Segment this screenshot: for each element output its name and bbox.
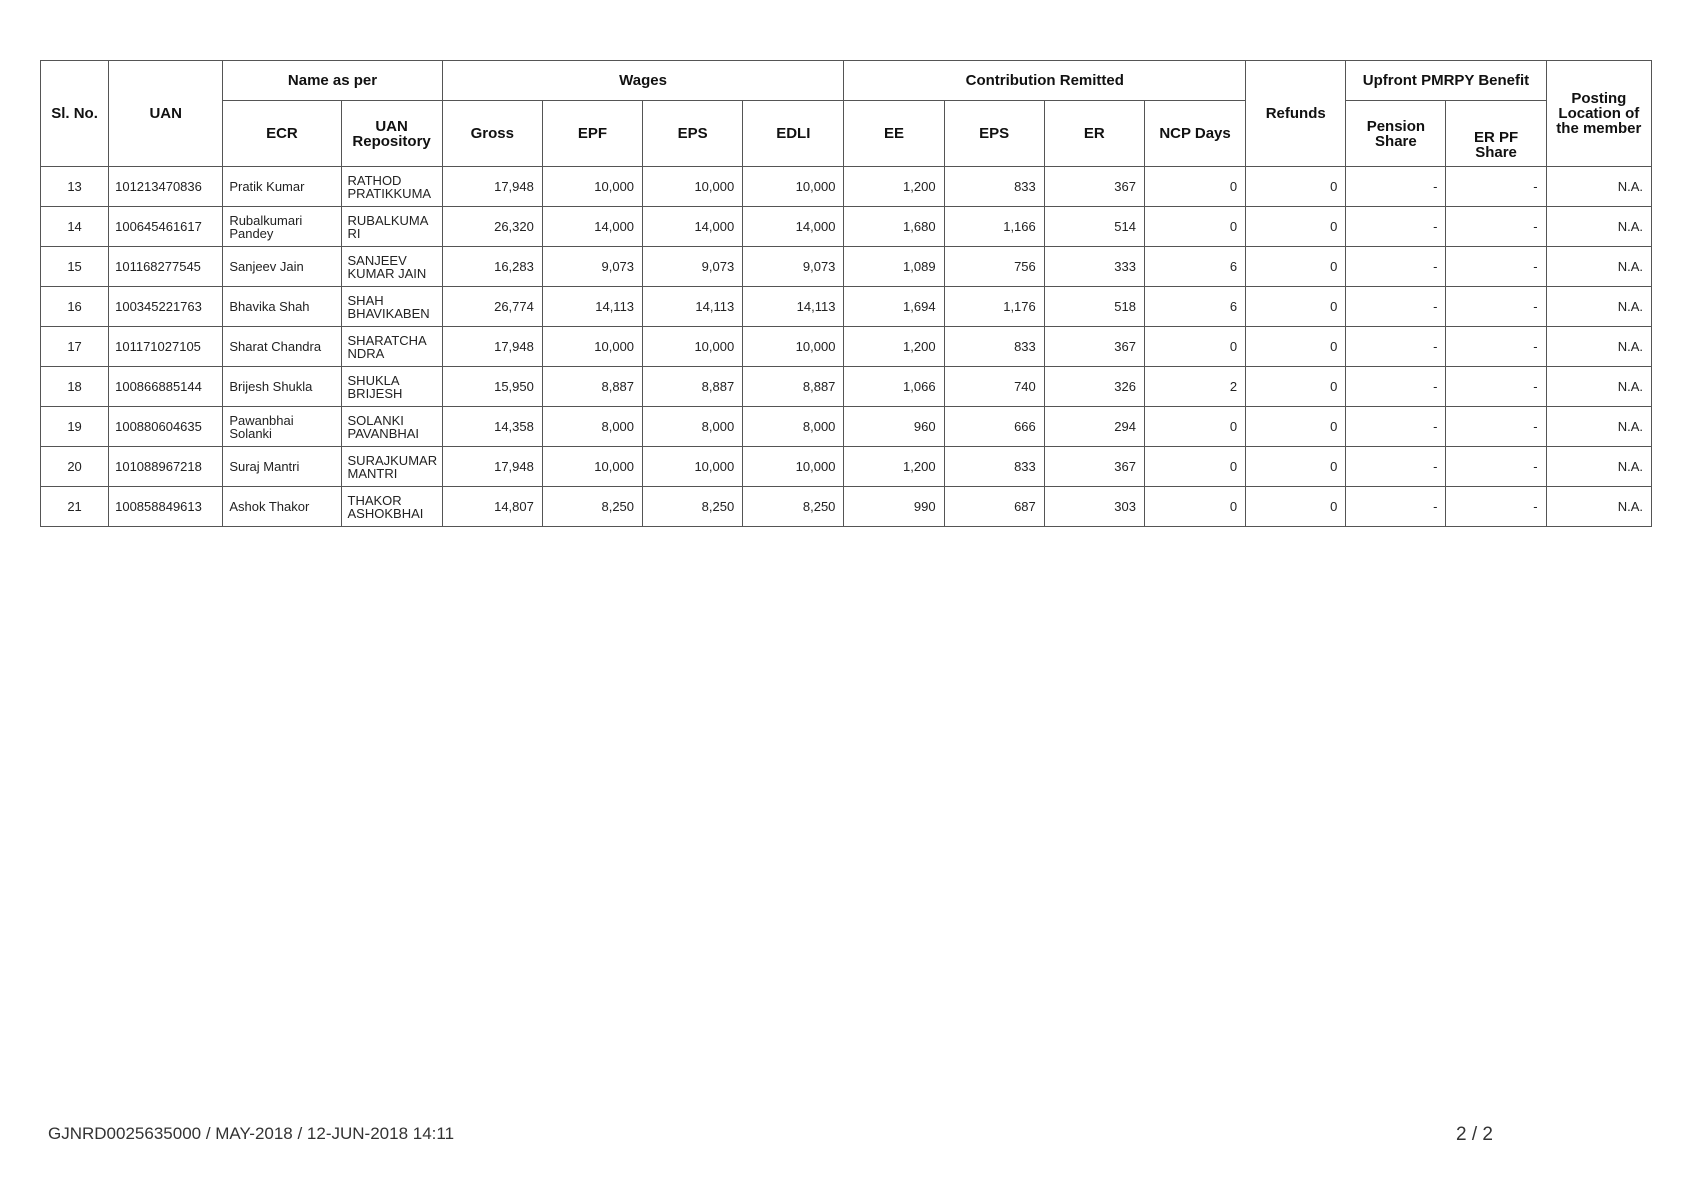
cell-sl-no: 13 xyxy=(41,167,109,207)
cell-gross: 26,320 xyxy=(442,207,542,247)
cell-ncp-days: 0 xyxy=(1144,207,1245,247)
cell-name-ecr: Bhavika Shah xyxy=(223,287,341,327)
cell-pension-share: - xyxy=(1346,367,1446,407)
cell-refunds: 0 xyxy=(1246,327,1346,367)
cell-edli: 10,000 xyxy=(743,167,844,207)
contribution-table xyxy=(40,60,1652,527)
cell-ncp-days: 0 xyxy=(1144,487,1245,527)
header-ncp-days: NCP Days xyxy=(1144,101,1245,167)
table-row xyxy=(41,447,1652,487)
cell-ee: 960 xyxy=(844,407,944,447)
page-number: 2 / 2 xyxy=(1456,1124,1493,1145)
cell-edli: 14,000 xyxy=(743,207,844,247)
cell-name-ecr: Rubalkumari Pandey xyxy=(223,207,341,247)
cell-edli: 10,000 xyxy=(743,327,844,367)
cell-er: 326 xyxy=(1044,367,1144,407)
cell-ee: 990 xyxy=(844,487,944,527)
cell-posting-location: N.A. xyxy=(1546,167,1651,207)
table-row xyxy=(41,367,1652,407)
cell-gross: 16,283 xyxy=(442,247,542,287)
cell-name-ecr: Pratik Kumar xyxy=(223,167,341,207)
cell-name-ecr: Sharat Chandra xyxy=(223,327,341,367)
cell-ncp-days: 6 xyxy=(1144,247,1245,287)
cell-gross: 14,358 xyxy=(442,407,542,447)
cell-ee: 1,680 xyxy=(844,207,944,247)
cell-er: 333 xyxy=(1044,247,1144,287)
header-gross: Gross xyxy=(442,101,542,167)
cell-edli: 8,887 xyxy=(743,367,844,407)
header-er-pf-share: ER PF Share xyxy=(1446,101,1546,167)
cell-uan: 100858849613 xyxy=(109,487,223,527)
cell-er-pf-share: - xyxy=(1446,447,1546,487)
table-row xyxy=(41,167,1652,207)
cell-posting-location: N.A. xyxy=(1546,207,1651,247)
cell-refunds: 0 xyxy=(1246,447,1346,487)
cell-uan: 101088967218 xyxy=(109,447,223,487)
table-row xyxy=(41,407,1652,447)
header-eps: EPS xyxy=(643,101,743,167)
cell-contribution-eps: 756 xyxy=(944,247,1044,287)
cell-pension-share: - xyxy=(1346,207,1446,247)
cell-contribution-eps: 833 xyxy=(944,447,1044,487)
cell-name-ecr: Pawanbhai Solanki xyxy=(223,407,341,447)
header-posting-location: Posting Location of the member xyxy=(1546,61,1651,167)
header-contribution-remitted: Contribution Remitted xyxy=(844,61,1246,101)
cell-sl-no: 18 xyxy=(41,367,109,407)
cell-eps: 14,000 xyxy=(643,207,743,247)
cell-posting-location: N.A. xyxy=(1546,487,1651,527)
cell-uan: 101168277545 xyxy=(109,247,223,287)
header-wages: Wages xyxy=(442,61,844,101)
cell-er-pf-share: - xyxy=(1446,247,1546,287)
header-ee: EE xyxy=(844,101,944,167)
cell-name-uan-repository: RUBALKUMA RI xyxy=(341,207,442,247)
cell-eps: 10,000 xyxy=(643,167,743,207)
cell-eps: 10,000 xyxy=(643,447,743,487)
cell-sl-no: 15 xyxy=(41,247,109,287)
table-header xyxy=(41,61,1652,167)
cell-eps: 14,113 xyxy=(643,287,743,327)
cell-edli: 8,250 xyxy=(743,487,844,527)
cell-uan: 101171027105 xyxy=(109,327,223,367)
cell-er: 367 xyxy=(1044,167,1144,207)
cell-er: 294 xyxy=(1044,407,1144,447)
cell-epf: 10,000 xyxy=(542,447,642,487)
cell-edli: 9,073 xyxy=(743,247,844,287)
cell-ncp-days: 2 xyxy=(1144,367,1245,407)
cell-name-uan-repository: SHUKLA BRIJESH xyxy=(341,367,442,407)
cell-ee: 1,694 xyxy=(844,287,944,327)
cell-pension-share: - xyxy=(1346,167,1446,207)
cell-epf: 8,887 xyxy=(542,367,642,407)
cell-edli: 10,000 xyxy=(743,447,844,487)
cell-er-pf-share: - xyxy=(1446,207,1546,247)
cell-name-uan-repository: RATHOD PRATIKKUMA xyxy=(341,167,442,207)
cell-name-ecr: Brijesh Shukla xyxy=(223,367,341,407)
cell-ncp-days: 0 xyxy=(1144,447,1245,487)
cell-pension-share: - xyxy=(1346,447,1446,487)
cell-posting-location: N.A. xyxy=(1546,367,1651,407)
cell-edli: 8,000 xyxy=(743,407,844,447)
cell-posting-location: N.A. xyxy=(1546,407,1651,447)
cell-refunds: 0 xyxy=(1246,247,1346,287)
table-row xyxy=(41,207,1652,247)
cell-gross: 15,950 xyxy=(442,367,542,407)
cell-er: 514 xyxy=(1044,207,1144,247)
cell-posting-location: N.A. xyxy=(1546,287,1651,327)
header-uan-repository: UAN Repository xyxy=(341,101,442,167)
cell-name-uan-repository: THAKOR ASHOKBHAI xyxy=(341,487,442,527)
header-epf: EPF xyxy=(542,101,642,167)
cell-posting-location: N.A. xyxy=(1546,247,1651,287)
cell-refunds: 0 xyxy=(1246,487,1346,527)
cell-sl-no: 21 xyxy=(41,487,109,527)
header-pension-share: Pension Share xyxy=(1346,101,1446,167)
cell-eps: 8,887 xyxy=(643,367,743,407)
cell-epf: 14,000 xyxy=(542,207,642,247)
cell-uan: 101213470836 xyxy=(109,167,223,207)
cell-sl-no: 19 xyxy=(41,407,109,447)
cell-eps: 8,250 xyxy=(643,487,743,527)
cell-epf: 8,000 xyxy=(542,407,642,447)
cell-name-uan-repository: SOLANKI PAVANBHAI xyxy=(341,407,442,447)
cell-contribution-eps: 740 xyxy=(944,367,1044,407)
header-edli: EDLI xyxy=(743,101,844,167)
cell-sl-no: 17 xyxy=(41,327,109,367)
cell-er-pf-share: - xyxy=(1446,367,1546,407)
cell-epf: 9,073 xyxy=(542,247,642,287)
cell-posting-location: N.A. xyxy=(1546,447,1651,487)
cell-name-uan-repository: SHAH BHAVIKABEN xyxy=(341,287,442,327)
cell-ee: 1,089 xyxy=(844,247,944,287)
cell-pension-share: - xyxy=(1346,487,1446,527)
header-refunds: Refunds xyxy=(1246,61,1346,167)
cell-contribution-eps: 1,176 xyxy=(944,287,1044,327)
cell-eps: 9,073 xyxy=(643,247,743,287)
cell-uan: 100645461617 xyxy=(109,207,223,247)
table-row xyxy=(41,247,1652,287)
cell-ncp-days: 0 xyxy=(1144,167,1245,207)
cell-ee: 1,200 xyxy=(844,327,944,367)
report-reference: GJNRD0025635000 / MAY-2018 / 12-JUN-2018 14:11 xyxy=(48,1124,455,1143)
table-row xyxy=(41,327,1652,367)
cell-ee: 1,066 xyxy=(844,367,944,407)
cell-sl-no: 20 xyxy=(41,447,109,487)
cell-epf: 14,113 xyxy=(542,287,642,327)
cell-er-pf-share: - xyxy=(1446,167,1546,207)
cell-uan: 100345221763 xyxy=(109,287,223,327)
cell-contribution-eps: 1,166 xyxy=(944,207,1044,247)
cell-contribution-eps: 687 xyxy=(944,487,1044,527)
cell-er: 367 xyxy=(1044,327,1144,367)
cell-eps: 8,000 xyxy=(643,407,743,447)
cell-er: 518 xyxy=(1044,287,1144,327)
cell-ee: 1,200 xyxy=(844,447,944,487)
cell-gross: 26,774 xyxy=(442,287,542,327)
cell-uan: 100880604635 xyxy=(109,407,223,447)
cell-edli: 14,113 xyxy=(743,287,844,327)
cell-name-ecr: Sanjeev Jain xyxy=(223,247,341,287)
header-upfront-pmrpy: Upfront PMRPY Benefit xyxy=(1346,61,1546,101)
cell-er-pf-share: - xyxy=(1446,287,1546,327)
cell-er-pf-share: - xyxy=(1446,327,1546,367)
cell-er-pf-share: - xyxy=(1446,407,1546,447)
cell-refunds: 0 xyxy=(1246,287,1346,327)
cell-posting-location: N.A. xyxy=(1546,327,1651,367)
cell-name-ecr: Suraj Mantri xyxy=(223,447,341,487)
cell-sl-no: 14 xyxy=(41,207,109,247)
cell-eps: 10,000 xyxy=(643,327,743,367)
header-ecr: ECR xyxy=(223,101,341,167)
cell-name-uan-repository: SANJEEV KUMAR JAIN xyxy=(341,247,442,287)
cell-gross: 14,807 xyxy=(442,487,542,527)
cell-contribution-eps: 833 xyxy=(944,167,1044,207)
cell-er: 303 xyxy=(1044,487,1144,527)
cell-contribution-eps: 666 xyxy=(944,407,1044,447)
cell-gross: 17,948 xyxy=(442,167,542,207)
table-row xyxy=(41,287,1652,327)
cell-ee: 1,200 xyxy=(844,167,944,207)
cell-pension-share: - xyxy=(1346,327,1446,367)
cell-refunds: 0 xyxy=(1246,407,1346,447)
header-name-as-per: Name as per xyxy=(223,61,442,101)
cell-pension-share: - xyxy=(1346,287,1446,327)
table-row xyxy=(41,487,1652,527)
table-body xyxy=(41,167,1652,527)
cell-er-pf-share: - xyxy=(1446,487,1546,527)
cell-pension-share: - xyxy=(1346,407,1446,447)
header-er: ER xyxy=(1044,101,1144,167)
header-sl-no: Sl. No. xyxy=(41,61,109,167)
cell-contribution-eps: 833 xyxy=(944,327,1044,367)
cell-gross: 17,948 xyxy=(442,327,542,367)
cell-name-uan-repository: SHARATCHA NDRA xyxy=(341,327,442,367)
cell-refunds: 0 xyxy=(1246,207,1346,247)
cell-ncp-days: 0 xyxy=(1144,407,1245,447)
cell-ncp-days: 0 xyxy=(1144,327,1245,367)
cell-name-ecr: Ashok Thakor xyxy=(223,487,341,527)
cell-gross: 17,948 xyxy=(442,447,542,487)
cell-uan: 100866885144 xyxy=(109,367,223,407)
cell-refunds: 0 xyxy=(1246,367,1346,407)
cell-er: 367 xyxy=(1044,447,1144,487)
cell-epf: 10,000 xyxy=(542,167,642,207)
cell-name-uan-repository: SURAJKUMAR MANTRI xyxy=(341,447,442,487)
header-uan: UAN xyxy=(109,61,223,167)
cell-epf: 8,250 xyxy=(542,487,642,527)
header-contribution-eps: EPS xyxy=(944,101,1044,167)
cell-ncp-days: 6 xyxy=(1144,287,1245,327)
cell-sl-no: 16 xyxy=(41,287,109,327)
cell-epf: 10,000 xyxy=(542,327,642,367)
cell-pension-share: - xyxy=(1346,247,1446,287)
cell-refunds: 0 xyxy=(1246,167,1346,207)
